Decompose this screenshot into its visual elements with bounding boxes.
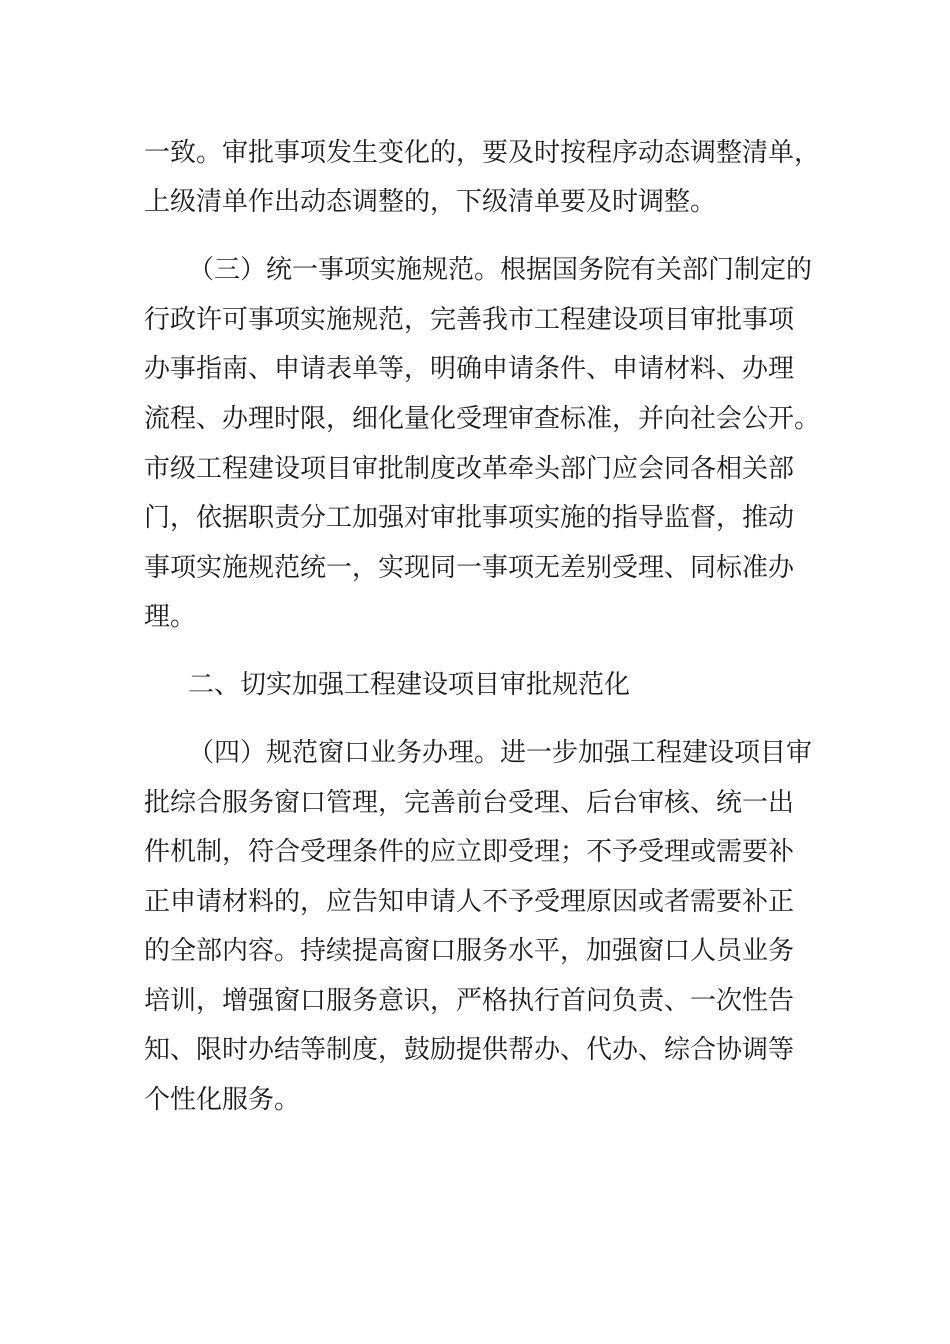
section-heading-3: （三）统一事项实施规范。根据国务院有关部门制定的 xyxy=(188,255,813,285)
text-line: 上级清单作出动态调整的，下级清单要及时调整。 xyxy=(144,187,717,217)
section-heading-4: （四）规范窗口业务办理。进一步加强工程建设项目审 xyxy=(188,738,813,768)
text-line: 流程、办理时限，细化量化受理审查标准，并向社会公开。 xyxy=(144,404,821,434)
text-line: 正申请材料的，应告知申请人不予受理原因或者需要补正 xyxy=(144,887,795,917)
text-line: 一致。审批事项发生变化的，要及时按程序动态调整清单， xyxy=(144,138,821,168)
text-line: 知、限时办结等制度，鼓励提供帮办、代办、综合协调等 xyxy=(144,1035,795,1065)
chapter-heading-2: 二、切实加强工程建设项目审批规范化 xyxy=(188,670,631,700)
text-line: 批综合服务窗口管理，完善前台受理、后台审核、统一出 xyxy=(144,788,795,818)
text-line: 市级工程建设项目审批制度改革牵头部门应会同各相关部 xyxy=(144,454,795,484)
text-line: 办事指南、申请表单等，明确申请条件、申请材料、办理 xyxy=(144,354,795,384)
text-line: 理。 xyxy=(144,602,197,632)
text-line: 门，依据职责分工加强对审批事项实施的指导监督，推动 xyxy=(144,503,795,533)
text-line: 个性化服务。 xyxy=(144,1085,301,1115)
text-line: 事项实施规范统一，实现同一事项无差别受理、同标准办 xyxy=(144,553,795,583)
text-line: 的全部内容。持续提高窗口服务水平，加强窗口人员业务 xyxy=(144,936,795,966)
text-line: 行政许可事项实施规范，完善我市工程建设项目审批事项 xyxy=(144,305,795,335)
text-line: 件机制，符合受理条件的应立即受理；不予受理或需要补 xyxy=(144,837,795,867)
text-line: 培训，增强窗口服务意识，严格执行首问负责、一次性告 xyxy=(144,986,795,1016)
